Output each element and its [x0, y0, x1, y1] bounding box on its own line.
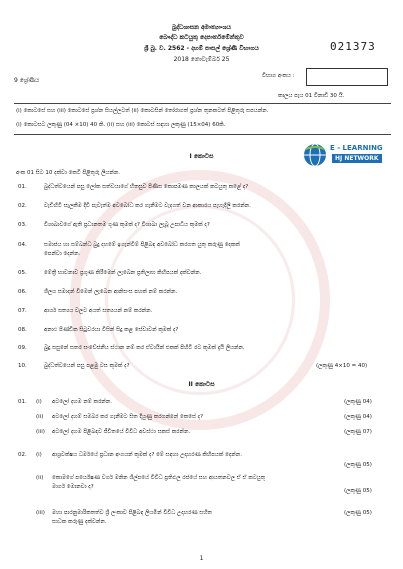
part1-total-marks: (ලකුණු 4×10 = 40): [316, 363, 368, 369]
question-number: 10.: [18, 363, 27, 369]
question-text: ආර්ය සත්‍යය වලට අයත් සත්‍යයන් නම් කරන්න.: [44, 308, 153, 314]
question-text: බුදු සසුනේ සතර සංවේජනීය ස්ථාන නම් කර ඒවායින් එකක් පිහිටි රට කුමක් දැයි ලියන්න.: [44, 345, 245, 351]
grade-label: 9 ශ්‍රේණිය: [14, 77, 40, 84]
instruction-2: (i) කොටසට ලකුණු (04 ×10) 40 කි. (ii) සහ (iii) කොටස් සඳහා ලකුණු (15×04) 60කි.: [16, 122, 226, 128]
logo-subtitle: HJ NETWORK: [332, 154, 382, 163]
serial-number: 021373: [330, 40, 376, 53]
divider: [14, 134, 391, 135]
department-title: බෞද්ධ කටයුතු දෙපාර්තමේන්තුව: [159, 34, 244, 41]
question-number: 05.: [18, 270, 27, 276]
question-number: 01.: [18, 399, 27, 405]
sub-question-text: අටලෝ දහම් සමබර කර ගැනීමට සිත දියුණු කරගන්නේ කෙසේ ද?: [52, 414, 204, 420]
question-09: [18, 345, 388, 353]
logo-title: E - LEARNING: [330, 144, 383, 152]
question-03: [18, 222, 388, 230]
question-text: අනාථ පිණ්ඩික සිටුවරයා විසින් සිදු කළ සේවාවන් කුමක් ද?: [44, 327, 179, 333]
sub-question-text: මහා පාරනුමාරිකතත්ව ශ්‍රී ලංකාව පිළිබඳ ලියමින් විවිධ උදාහරණ සහිත: [52, 510, 213, 516]
sub-marks: (ලකුණු 05): [344, 488, 372, 494]
sub-number: (iii): [36, 429, 45, 435]
question-07: [18, 308, 388, 316]
sub-question-text-cont: සාධක කරුණු දක්වන්න.: [52, 519, 107, 525]
sub-marks: (ලකුණු 05): [344, 462, 372, 468]
sub-marks: (ලකුණු 04): [344, 399, 372, 405]
question-number: 06.: [18, 289, 27, 295]
question-number: 02.: [18, 203, 27, 209]
exam-title: ශ්‍රී බු. ව. 2562 - දහම් පාසල් ශ්‍රේණි විභාගය: [144, 45, 259, 52]
sub-marks: (ලකුණු 04): [344, 414, 372, 420]
question-number: 03.: [18, 222, 27, 228]
question-02: [18, 203, 388, 211]
question-text-cont: පෙන්වා දෙන්න.: [44, 251, 81, 257]
exam-date: 2018 නොවැම්බර් 25: [173, 56, 230, 63]
sub-question-text: කොමගේ පර්යේෂණ වර්ග මනින ශිල්පයේ විවිධ ප්‍රතිඵල රජයේ සහ ආයතනවල ඒ ඒ කටයුතු: [52, 475, 266, 481]
question-number: 08.: [18, 327, 27, 333]
exam-number-label: විභාග අංකය :: [262, 73, 295, 79]
question-text: බුද්ධත්වයෙන් පසු පළමු වස කුමක් ද?: [44, 363, 130, 369]
sub-question-text: ආශ්‍රවක්ෂය ධර්මයේ ප්‍රධාන අංගයන් කුමක් ද? මේ සඳහා උදාහරණ කිහිපයක් දෙන්න.: [52, 452, 242, 458]
question-text: විශාඛාවගේ ඇති ප්‍රධානතම ගුණ කුමක් ද? විශාඛා ලැබූ උපාධිය කුමක් ද?: [44, 222, 210, 228]
sub-marks: (ලකුණු 05): [344, 510, 372, 516]
sub-question-text-cont: මාර්ග මොනවා ද?: [52, 484, 94, 490]
question-01: [18, 184, 388, 192]
question-text: බුද්ධත්වයෙන් පසු ලෝක සත්වයාගේ හිතසුව පිණිස කොපමණ කාලයක් කටයුතු කළේ ද?: [44, 184, 249, 190]
part1-heading: I කොටස: [189, 153, 214, 160]
question-text: සමාජය හා සම්බන්ධ බුදු දහමේ ඉගැන්වීම් පිළිබඳ අවබෝධ කරගත යුතු කරුණු දෙකක්: [44, 242, 240, 248]
sub-question-text: අටලෝ දහම නම් කරන්න.: [52, 399, 112, 405]
question-text: ශීලය සමාදන් වීමෙන් ලැබෙන ආනිසංස පහක් නම් කරන්න.: [44, 289, 178, 295]
question-04: [18, 242, 388, 258]
page-number: 1: [199, 555, 204, 562]
sub-number: (ii): [36, 475, 44, 481]
sub-number: (i): [36, 399, 42, 405]
question-text: වැඩිහිටි සැලකීම දිවි පැවැත්ම අවබෝධ කර ගැනීමට වැදගත් වන ආකාරය පැහැදිලි කරන්න.: [44, 203, 251, 209]
question-number: 02.: [18, 452, 27, 458]
question-number: 07.: [18, 308, 27, 314]
sub-question-text: අටලෝ දහම පිළිබඳව ජීවිතයේ විවිධ අවස්ථා සකස් කරන්න.: [52, 429, 191, 435]
part1-intro: අංක 01 සිට 10 දක්වා කෙටි පිළිතුරු ලියන්න.: [16, 170, 121, 176]
sub-marks: (ලකුණු 07): [344, 429, 372, 435]
question-text: මේත්‍රී භාවනාව ප්‍රගුණ කිරීමෙන් ලැබෙන ප්‍රතිලාභ කිහිපයක් දක්වන්න.: [44, 270, 202, 276]
question-05: [18, 270, 388, 278]
sub-number: (ii): [36, 414, 44, 420]
sub-number: (i): [36, 452, 42, 458]
exam-number-box[interactable]: [306, 68, 388, 86]
part2-heading: II කොටස: [188, 381, 215, 388]
ministry-title: බුද්ධශාසන අමාත්‍යාංශය: [172, 24, 231, 31]
instruction-1: (i) කොටසේ සහ (iii) කොටසේ ප්‍රශ්න සියල්ලටත් (ii) කොටසින් තෝරාගත් ප්‍රශ්න තුනකටත් පිළිතුරු සපයන්න.: [16, 108, 269, 114]
question-number: 09.: [18, 345, 27, 351]
question-number: 04.: [18, 242, 27, 248]
question-06: [18, 289, 388, 297]
question-number: 01.: [18, 184, 27, 190]
divider: [14, 103, 391, 104]
sub-number: (iii): [36, 510, 45, 516]
question-08: [18, 327, 388, 335]
duration: කාලය පැය 01 විනාඩි 30 යි.: [278, 93, 345, 99]
